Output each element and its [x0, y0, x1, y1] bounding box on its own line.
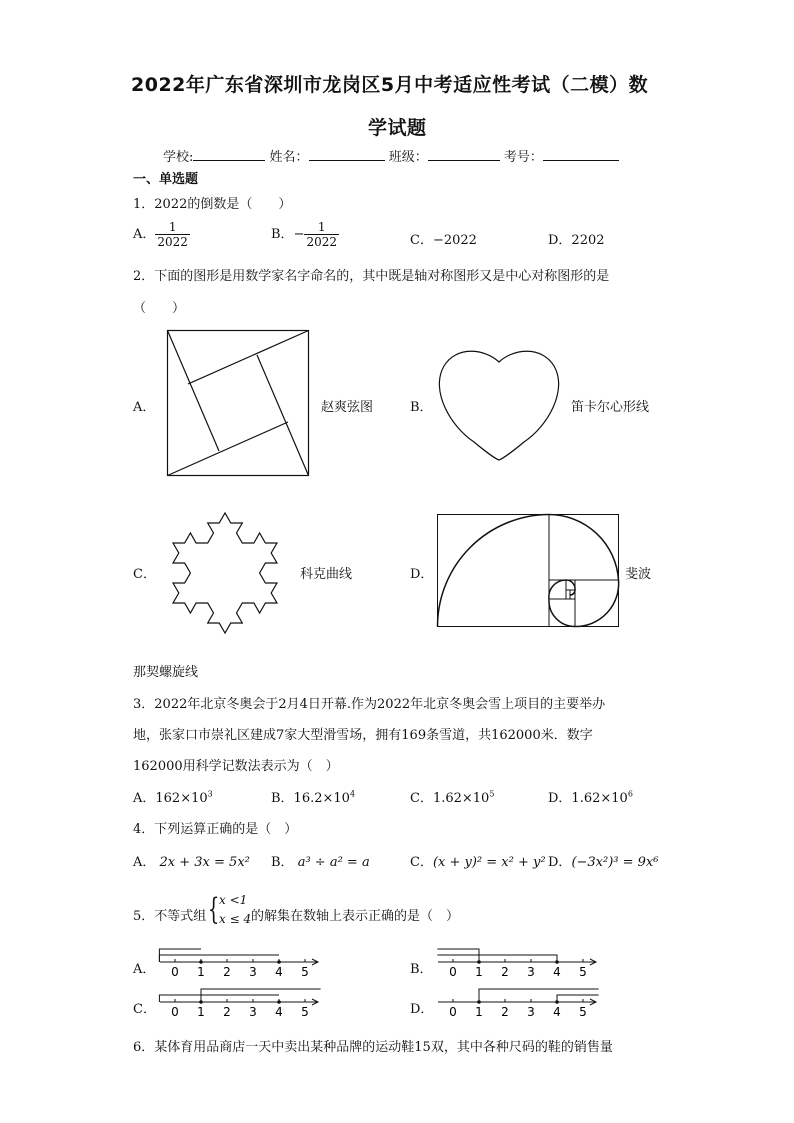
q2-caption-a: 赵爽弦图: [321, 400, 374, 415]
info-row: [163, 146, 619, 165]
q2-caption-d-cont: 那契螺旋线: [133, 665, 199, 680]
q3-option-c: C．$1.62\times 10^5$: [410, 789, 495, 806]
q4-stem: 4．下列运算正确的是（ ）: [133, 822, 298, 837]
tick-label: 0: [449, 965, 457, 979]
solution-bracket: [159, 995, 279, 1002]
q3-option-d: D．$1.62\times 10^6$: [548, 789, 633, 806]
cardioid-diagram: [436, 346, 562, 462]
q2-label-c: C．: [133, 567, 156, 582]
endpoint-dot: [199, 960, 203, 964]
q6-line1: 6．某体育用品商店一天中卖出某种品牌的运动鞋15双，其中各种尺码的鞋的销售量: [133, 1040, 613, 1055]
q1-option-d: D．2202: [548, 233, 605, 248]
q2-caption-c: 科克曲线: [300, 567, 353, 582]
q5-label-b: B．: [410, 962, 433, 977]
q3-line2: 地，张家口市崇礼区建成7家大型滑雪场，拥有169条雪道，共162000米．数字: [133, 728, 593, 743]
tick-label: 1: [197, 965, 205, 979]
q2-stem-line1: 2．下面的图形是用数学家名字命名的，其中既是轴对称图形又是中心对称图形的是: [133, 269, 610, 284]
q3-option-a: A．$162\times 10^3$: [133, 789, 213, 806]
q2-label-b: B．: [410, 400, 433, 415]
q5-stem-post: 的解集在数轴上表示正确的是（ ）: [251, 909, 460, 924]
q2-caption-b: 笛卡尔心形线: [571, 400, 650, 415]
q5-label-c: C．: [133, 1002, 156, 1017]
number-line-c: [158, 984, 323, 1024]
zhao-shuang-diagram: [167, 330, 309, 476]
exam-id-blank[interactable]: [543, 148, 619, 161]
q3-line3: 162000用科学记数法表示为（ ）: [133, 759, 339, 774]
q2-stem-line2: （ ）: [133, 301, 186, 316]
q2-label-d: D．: [410, 567, 434, 582]
name-blank[interactable]: [309, 148, 385, 161]
q3-line1: 3．2022年北京冬奥会于2月4日开幕.作为2022年北京冬奥会雪上项目的主要举办: [133, 697, 606, 712]
q2-caption-d: 斐波: [625, 567, 652, 582]
number-line-b: [436, 944, 601, 984]
tick-label: 2: [501, 1005, 509, 1019]
q5-label-a: A．: [133, 962, 156, 977]
tick-label: 2: [223, 965, 231, 979]
q1-option-b: B．− $\frac{1}{2022}$: [271, 220, 338, 249]
q4-option-d: D．(−3x²)³ = 9x⁶: [548, 855, 659, 870]
q5-ineq2: x ≤ 4: [219, 912, 252, 926]
tick-label: 1: [475, 1005, 483, 1019]
school-blank[interactable]: [193, 148, 265, 161]
solution-bracket: [159, 955, 279, 962]
solution-bracket: [557, 995, 599, 1002]
school-label: 学校:: [163, 150, 194, 165]
endpoint-dot: [199, 1000, 203, 1004]
q5-stem-pre: 5．不等式组: [133, 909, 207, 924]
tick-label: 1: [197, 1005, 205, 1019]
class-label: 班级：: [388, 150, 428, 165]
number-line-a: [158, 944, 323, 984]
tick-label: 0: [171, 965, 179, 979]
tick-label: 5: [301, 1005, 309, 1019]
page-title-line2: 学试题: [368, 117, 427, 139]
endpoint-dot: [277, 1000, 281, 1004]
page-title-line1: 2022年广东省深圳市龙岗区5月中考适应性考试（二模）数: [131, 74, 649, 96]
fibonacci-spiral-diagram: [437, 514, 619, 627]
tick-label: 3: [249, 965, 257, 979]
q5-ineq1: x <1: [219, 893, 248, 907]
q4-option-c: C．(x + y)² = x² + y²: [410, 855, 546, 870]
endpoint-dot: [555, 1000, 559, 1004]
koch-snowflake-diagram: [160, 500, 290, 642]
tick-label: 5: [301, 965, 309, 979]
number-line-d: [436, 984, 601, 1024]
tick-label: 4: [553, 1005, 561, 1019]
endpoint-dot: [477, 1000, 481, 1004]
tick-label: 2: [501, 965, 509, 979]
tick-label: 3: [527, 965, 535, 979]
tick-label: 4: [553, 965, 561, 979]
tick-label: 0: [449, 1005, 457, 1019]
endpoint-dot: [477, 960, 481, 964]
tick-label: 5: [579, 1005, 587, 1019]
tick-label: 1: [475, 965, 483, 979]
q1-option-a: A． $\frac{1}{2022}$: [133, 220, 188, 249]
name-label: 姓名：: [269, 150, 309, 165]
solution-bracket: [437, 955, 557, 962]
exam-id-label: 考号：: [503, 150, 543, 165]
section-heading: 一、单选题: [133, 172, 199, 187]
q2-label-a: A．: [133, 400, 156, 415]
tick-label: 4: [275, 1005, 283, 1019]
q5-label-d: D．: [410, 1002, 434, 1017]
q1-stem: 1．2022的倒数是（ ）: [133, 197, 292, 212]
tick-label: 3: [249, 1005, 257, 1019]
tick-label: 4: [275, 965, 283, 979]
tick-label: 2: [223, 1005, 231, 1019]
q1-option-c: C．−2022: [410, 233, 477, 248]
tick-label: 3: [527, 1005, 535, 1019]
q5-brace: {: [207, 892, 220, 927]
endpoint-dot: [555, 960, 559, 964]
q4-option-a: A． 2x + 3x = 5x²: [133, 855, 250, 870]
class-blank[interactable]: [428, 148, 500, 161]
endpoint-dot: [277, 960, 281, 964]
q4-option-b: B． a³ ÷ a² = a: [271, 855, 370, 870]
q3-option-b: B．$16.2\times 10^4$: [271, 789, 356, 806]
tick-label: 0: [171, 1005, 179, 1019]
tick-label: 5: [579, 965, 587, 979]
